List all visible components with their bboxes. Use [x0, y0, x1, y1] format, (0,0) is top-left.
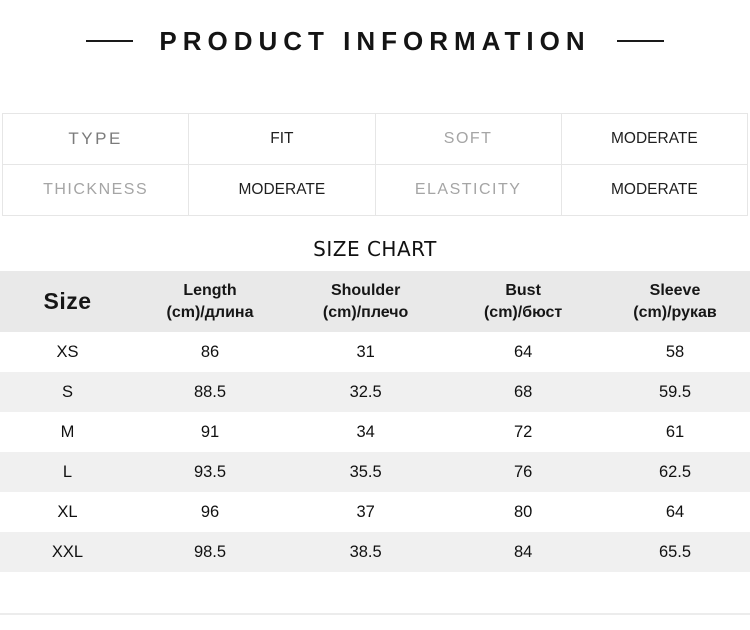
column-header-sleeve: [600, 271, 750, 332]
size-chart-title: SIZE CHART: [313, 237, 437, 261]
attribute-value-thickness: MODERATE: [189, 165, 375, 216]
attribute-label-type: TYPE: [3, 114, 189, 165]
column-header-bust: [446, 271, 600, 332]
size-row-xxl: [0, 532, 750, 572]
page-title: PRODUCT INFORMATION: [159, 25, 591, 56]
table-cell: 61: [665, 422, 685, 441]
product-attributes-table: [2, 113, 748, 216]
column-header-size: [0, 271, 135, 332]
attribute-value-type: FIT: [189, 114, 375, 165]
size-table-header: [0, 271, 750, 332]
column-header-label: Size: [43, 288, 92, 315]
attribute-value-elasticity: MODERATE: [561, 165, 747, 216]
table-cell: 93.5: [193, 462, 227, 481]
table-cell: 34: [356, 422, 375, 441]
attributes-row: [3, 114, 748, 165]
table-cell: 37: [356, 502, 375, 521]
attribute-value-soft: MODERATE: [561, 114, 747, 165]
size-cell: XL: [57, 502, 78, 521]
table-cell: 38.5: [349, 542, 382, 561]
table-cell: 72: [513, 422, 533, 441]
table-cell: 31: [356, 342, 375, 361]
header-row: [0, 271, 750, 332]
title-rule-right: [617, 40, 664, 42]
size-row-l: [0, 452, 750, 492]
size-chart-table: [0, 271, 750, 572]
size-row-m: [0, 412, 750, 452]
column-header-sublabel: (cm)/рукав: [633, 303, 717, 321]
column-header-shoulder: [285, 271, 446, 332]
table-cell: 65.5: [658, 542, 692, 561]
page-header: [0, 0, 750, 58]
column-header-sublabel: (cm)/плечо: [322, 303, 409, 321]
title-rule-left: [86, 40, 133, 42]
size-cell: XS: [56, 342, 79, 361]
table-cell: 64: [513, 342, 533, 361]
column-header-label: Shoulder: [330, 282, 401, 300]
table-cell: 62.5: [658, 462, 692, 481]
table-cell: 80: [513, 502, 533, 521]
size-cell: L: [62, 462, 73, 481]
table-cell: 35.5: [349, 462, 382, 481]
size-row-xl: [0, 492, 750, 532]
size-row-xs: [0, 332, 750, 372]
table-cell: 76: [513, 462, 533, 481]
column-header-label: Length: [183, 282, 237, 300]
table-cell: 64: [665, 502, 685, 521]
column-header-length: [135, 271, 285, 332]
size-cell: S: [61, 382, 73, 401]
attribute-label-thickness: THICKNESS: [3, 165, 189, 216]
table-cell: 68: [513, 382, 533, 401]
table-cell: 91: [200, 422, 220, 441]
table-cell: 32.5: [349, 382, 382, 401]
column-header-sublabel: (cm)/бюст: [483, 303, 563, 321]
size-cell: XXL: [51, 542, 84, 561]
table-cell: 86: [200, 342, 220, 361]
column-header-sublabel: (cm)/длина: [166, 303, 254, 321]
table-cell: 98.5: [193, 542, 227, 561]
table-cell: 84: [513, 542, 533, 561]
attribute-label-soft: SOFT: [375, 114, 561, 165]
bottom-divider: [0, 613, 750, 615]
table-cell: 88.5: [193, 382, 227, 401]
table-cell: 96: [200, 502, 220, 521]
size-row-s: [0, 372, 750, 412]
attributes-row: [3, 165, 748, 216]
size-cell: M: [60, 422, 75, 441]
column-header-label: Bust: [505, 282, 541, 300]
table-cell: 59.5: [658, 382, 692, 401]
column-header-label: Sleeve: [649, 282, 701, 300]
table-cell: 58: [665, 342, 685, 361]
attribute-label-elasticity: ELASTICITY: [375, 165, 561, 216]
